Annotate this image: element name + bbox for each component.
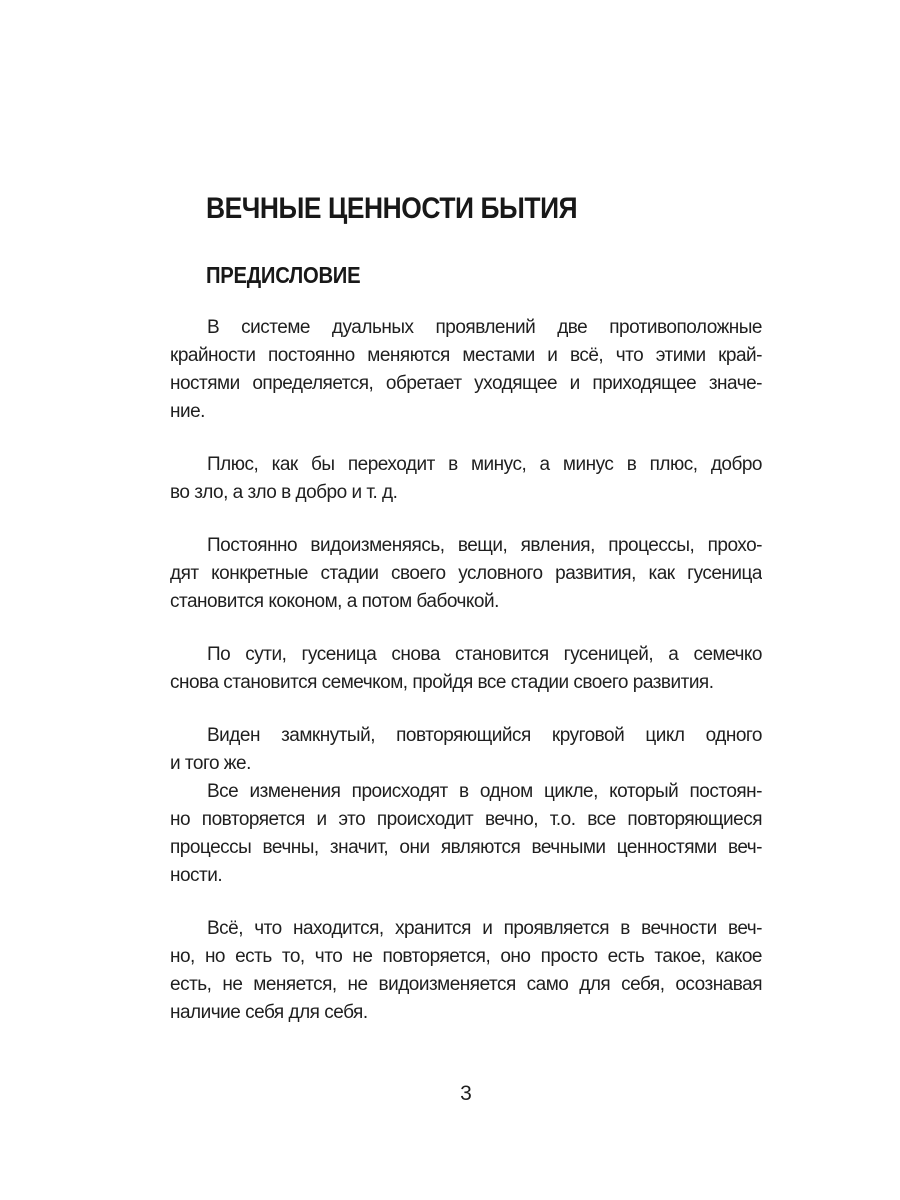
text-line: ности. [170, 865, 223, 886]
text-line: наличие себя для себя. [170, 1002, 368, 1023]
page-number: 3 [460, 1082, 472, 1105]
text-line: Все изменения происходят в одном цикле, который постоян- [207, 781, 762, 802]
text-line: В системе дуальных проявлений две противоположные [207, 317, 762, 338]
text-line: крайности постоянно меняются местами и всё, что этими край- [170, 345, 762, 366]
paragraph [170, 722, 762, 778]
text-line: дят конкретные стадии своего условного развития, как гусеница [170, 563, 762, 584]
body-text [170, 314, 762, 1027]
text-line: Всё, что находится, хранится и проявляется в вечности веч- [207, 918, 762, 939]
text-line: но повторяется и это происходит вечно, т.о. все повторяющиеся [170, 809, 762, 830]
text-line: во зло, а зло в добро и т. д. [170, 482, 398, 503]
text-line: По сути, гусеница снова становится гусеницей, а семечко [207, 644, 762, 665]
section-heading: ПРЕДИСЛОВИЕ [206, 262, 361, 288]
page-title: ВЕЧНЫЕ ЦЕННОСТИ БЫТИЯ [206, 192, 578, 225]
paragraph [170, 915, 762, 1027]
paragraph [170, 641, 762, 697]
text-line: снова становится семечком, пройдя все стадии своего развития. [170, 672, 714, 693]
paragraph [170, 532, 762, 616]
text-line: Виден замкнутый, повторяющийся круговой цикл одного [207, 725, 762, 746]
text-line: и того же. [170, 753, 251, 774]
paragraph [170, 451, 762, 507]
text-line: Постоянно видоизменяясь, вещи, явления, процессы, прохо- [207, 535, 762, 556]
paragraph [170, 314, 762, 426]
text-line: процессы вечны, значит, они являются вечными ценностями веч- [170, 837, 762, 858]
text-line: Плюс, как бы переходит в минус, а минус в плюс, добро [207, 454, 762, 475]
text-line: становится коконом, а потом бабочкой. [170, 591, 499, 612]
text-line: есть, не меняется, не видоизменяется само для себя, осознавая [170, 974, 762, 995]
paragraph [170, 778, 762, 890]
text-line: ностями определяется, обретает уходящее и приходящее значе- [170, 373, 762, 394]
text-line: ние. [170, 401, 205, 422]
text-line: но, но есть то, что не повторяется, оно просто есть такое, какое [170, 946, 762, 967]
